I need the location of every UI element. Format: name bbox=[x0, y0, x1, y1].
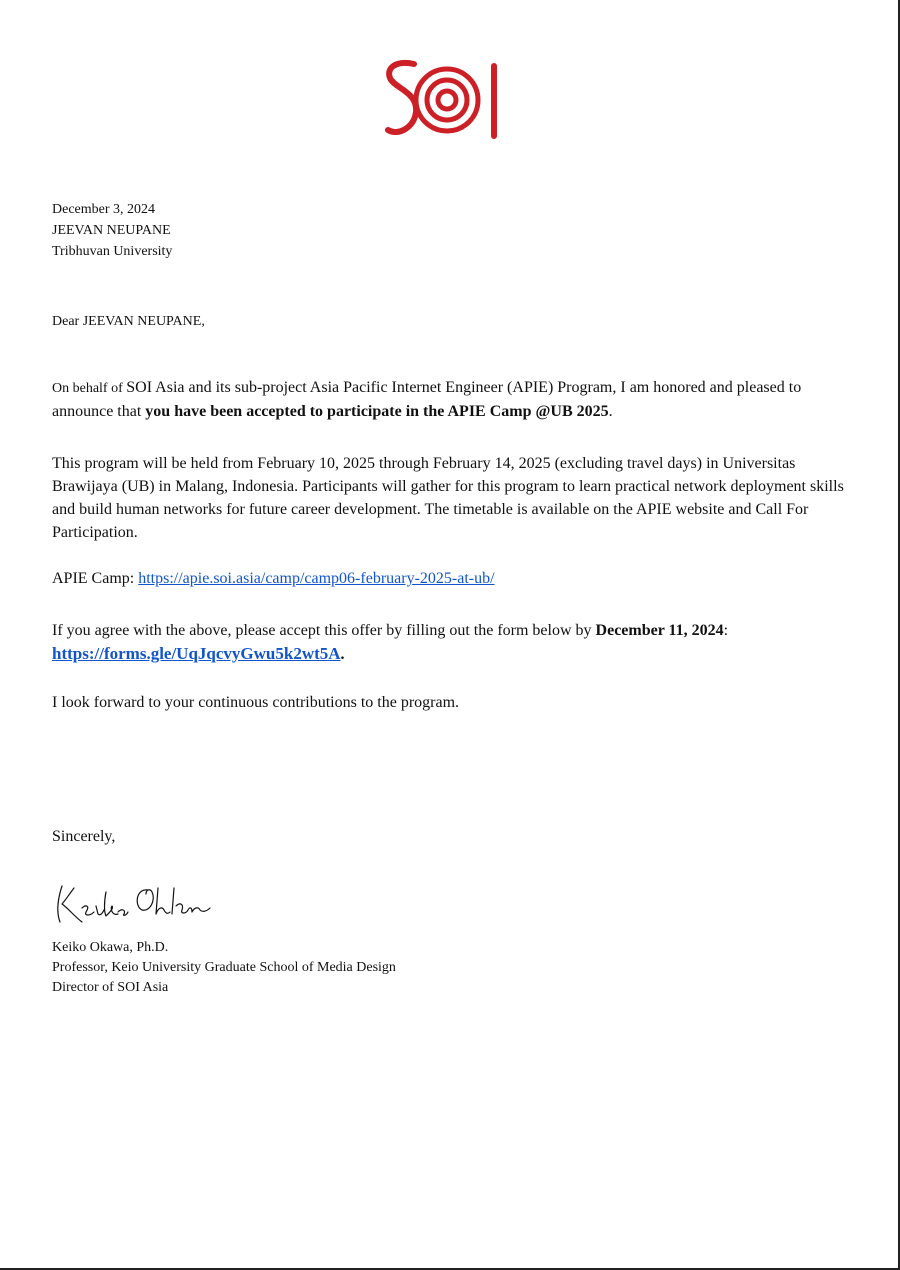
signer-role: Director of SOI Asia bbox=[52, 980, 169, 995]
camp-url-link[interactable]: https://apie.soi.asia/camp/camp06-february-2025-at-ub/ bbox=[138, 570, 495, 587]
para4-text: If you agree with the above, please accept this offer by filling out the form below by bbox=[52, 622, 596, 639]
para4-colon: : bbox=[723, 622, 729, 639]
closing-paragraph: I look forward to your continuous contributions to the program. bbox=[52, 694, 460, 711]
deadline: December 11, 2024 bbox=[595, 622, 724, 639]
signature bbox=[52, 878, 212, 926]
program-details-paragraph: This program will be held from February 10, 2025 through February 14, 2025 (excluding travel days) in Universitas Brawijaya (UB) in Malang, Indonesia. Participants will gather for this program to learn practical network deployment skills and build human networks for future career development. The timetable is available on the APIE website and Call For Participation. bbox=[52, 455, 844, 541]
recipient-org: Tribhuvan University bbox=[52, 244, 173, 259]
closing: Sincerely, bbox=[52, 828, 116, 845]
salutation: Dear JEEVAN NEUPANE, bbox=[52, 314, 205, 329]
para4-end: . bbox=[340, 646, 345, 663]
camp-label: APIE Camp: bbox=[52, 570, 139, 587]
soi-logo bbox=[384, 58, 510, 140]
form-url-link[interactable]: https://forms.gle/UqJqcvyGwu5k2wt5A bbox=[52, 644, 341, 663]
signer-title: Professor, Keio University Graduate School of Media Design bbox=[52, 960, 396, 975]
acceptance-paragraph bbox=[52, 376, 852, 423]
para1-end: . bbox=[608, 403, 613, 420]
signer-block bbox=[52, 938, 396, 998]
para1-lead: On behalf of bbox=[52, 381, 127, 396]
para1-text: SOI Asia and its sub-project Asia Pacific Internet Engineer (APIE) Program, I am honored and pleased to announce that bbox=[52, 379, 802, 420]
form-paragraph bbox=[52, 619, 852, 666]
letter-date: December 3, 2024 bbox=[52, 202, 156, 217]
camp-link-line bbox=[52, 567, 852, 590]
address-block bbox=[52, 199, 172, 262]
recipient-name: JEEVAN NEUPANE bbox=[52, 223, 171, 238]
para1-bold: you have been accepted to participate in the APIE Camp @UB 2025 bbox=[145, 403, 609, 420]
signer-name: Keiko Okawa, Ph.D. bbox=[52, 940, 169, 955]
